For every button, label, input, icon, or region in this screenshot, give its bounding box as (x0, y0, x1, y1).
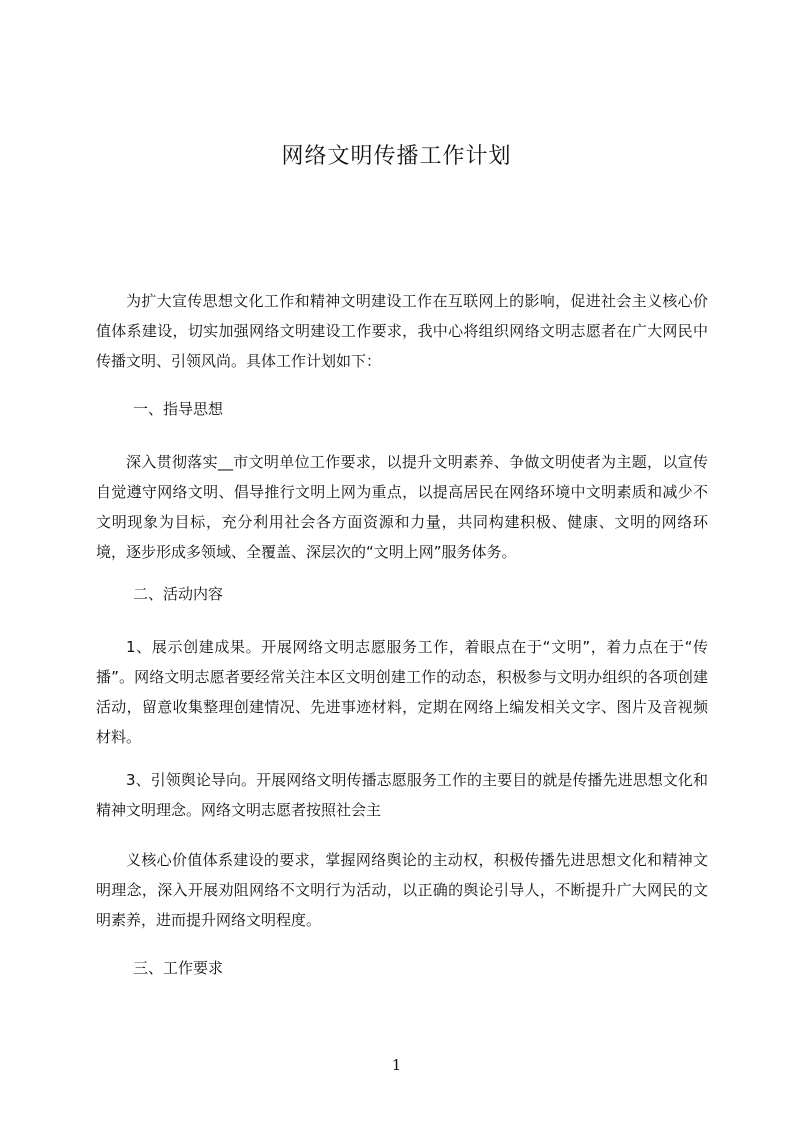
activity-item-3-continued: 义核心价值体系建设的要求，掌握网络舆论的主动权，积极传播先进思想文化和精神文明理念，深入开展劝阻网络不文明行为活动，以正确的舆论引导人，不断提升广大网民的文明素养，进而提升网络文明程度。 (96, 851, 708, 929)
intro-paragraph: 为扩大宣传思想文化工作和精神文明建设工作在互联网上的影响，促进社会主义核心价值体系建设，切实加强网络文明建设工作要求，我中心将组织网络文明志愿者在广大网民中传播文明、引领风尚。具体工作计划如下： (96, 292, 708, 370)
guiding-ideology-paragraph: 深入贯彻落实__市文明单位工作要求，以提升文明素养、争做文明使者为主题，以宣传自觉遵守网络文明、倡导推行文明上网为重点，以提高居民在网络环境中文明素质和减少不文明现象为目标，充分利用社会各方面资源和力量，共同构建积极、健康、文明的网络环境，逐步形成多领域、全覆盖、深层次的“文明上网”服务体务。 (96, 453, 708, 561)
section-heading-activities: 二、活动内容 (133, 585, 224, 603)
section-heading-work-requirements: 三、工作要求 (133, 959, 224, 977)
section-heading-guiding-ideology: 一、指导思想 (133, 400, 224, 418)
page-number: 1 (391, 1056, 402, 1074)
document-title: 网络文明传播工作计划 (281, 144, 512, 169)
activity-item-1: 1、展示创建成果。开展网络文明志愿服务工作，着眼点在于“文明”，着力点在于“传播”。网络文明志愿者要经常关注本区文明创建工作的动态，积极参与文明办组织的各项创建活动，留意收集整理创建情况、先进事迹材料，定期在网络上编发相关文字、图片及音视频材料。 (96, 638, 708, 746)
activity-item-3: 3、引领舆论导向。开展网络文明传播志愿服务工作的主要目的就是传播先进思想文化和精神文明理念。网络文明志愿者按照社会主 (96, 771, 708, 819)
